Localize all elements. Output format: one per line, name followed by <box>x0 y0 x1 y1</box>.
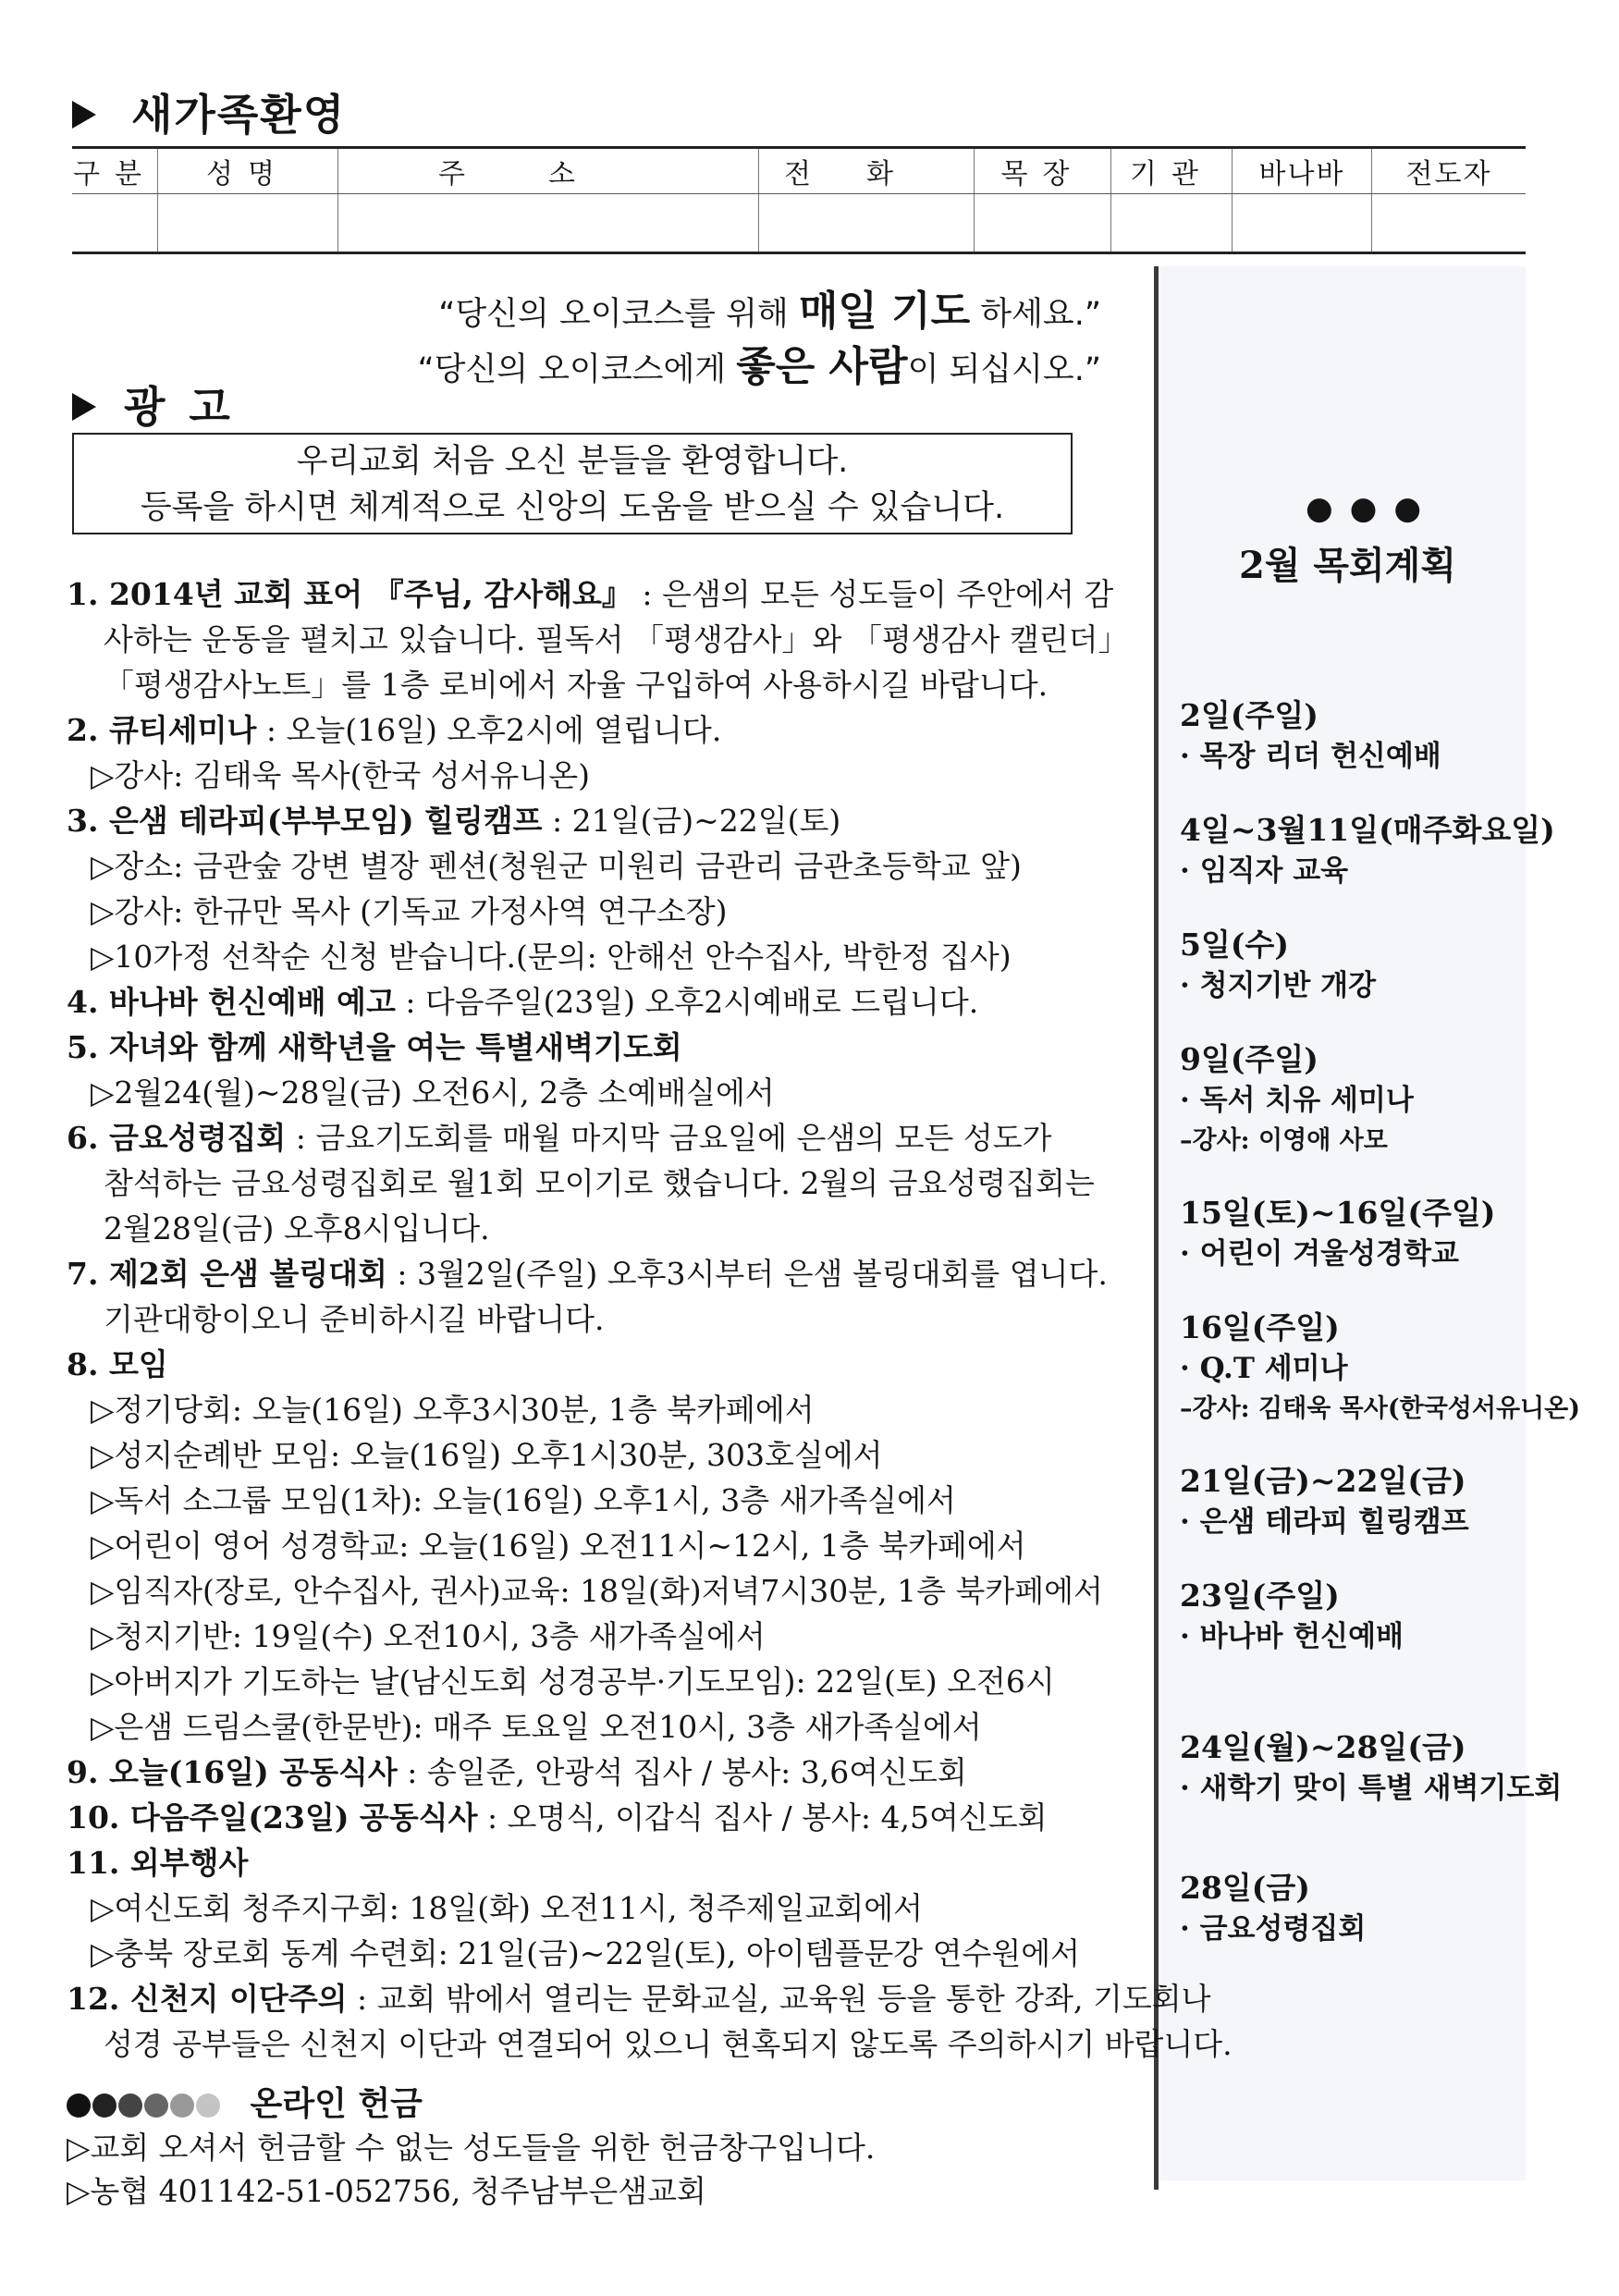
triangle-bullet-icon <box>72 393 96 421</box>
triangle-bullet-icon <box>72 101 96 129</box>
event-description: · 바나바 헌신예배 <box>1180 1620 1404 1653</box>
notice-text: ▷정기당회: 오늘(16일) 오후3시30분, 1층 북카페에서 <box>91 1392 815 1428</box>
notice-line <box>67 1432 1111 1478</box>
notice-text: ▷충북 장로회 동계 수련회: 21일(금)~22일(토), 아이템플문강 연수원에서 <box>91 1935 1081 1971</box>
notice-text: 「평생감사노트」를 1층 로비에서 자율 구입하여 사용하시길 바랍니다. <box>104 667 1049 703</box>
event-description: · 금요성령집회 <box>1180 1912 1367 1946</box>
notice-text: : 오명식, 이갑식 집사 / 봉사: 4,5여신도회 <box>477 1799 1048 1836</box>
online-giving-account: ▷농협 401142-51-052756, 청주남부은샘교회 <box>67 2173 706 2209</box>
notice-text: 사하는 운동을 펼치고 있습니다. 필독서 「평생감사」와 「평생감사 캘린더」 <box>104 621 1129 657</box>
sidebar-event <box>1180 1039 1414 1161</box>
table-cell[interactable] <box>157 194 337 253</box>
notice-line <box>67 571 1114 617</box>
notice-line <box>67 1115 1111 1160</box>
sidebar-title: 2월 목회계획 <box>1239 544 1456 587</box>
table-cell[interactable] <box>337 194 758 253</box>
notice-line <box>67 753 1111 798</box>
welcome-box <box>72 433 1073 534</box>
event-date: 9일(주일) <box>1180 1041 1319 1077</box>
notice-bold-text: 9. 오늘(16일) 공동식사 <box>67 1754 398 1790</box>
event-description: · Q.T 세미나 <box>1180 1352 1348 1385</box>
welcome-line-2: 등록을 하시면 체계적으로 신앙의 도움을 받으실 수 있습니다. <box>140 489 1005 526</box>
event-date: 23일(주일) <box>1180 1578 1340 1614</box>
notice-line <box>67 1750 1111 1795</box>
notice-line <box>67 1614 1111 1659</box>
sidebar-event <box>1180 1868 1366 1949</box>
sidebar-event <box>1180 1727 1562 1809</box>
notice-bold-text: 6. 금요성령집회 <box>67 1120 287 1156</box>
notice-line <box>67 707 1111 753</box>
notice-line <box>67 1568 1111 1614</box>
event-description: · 임직자 교육 <box>1180 854 1349 888</box>
event-description: · 독서 치유 세미나 <box>1180 1084 1414 1117</box>
event-date: 15일(토)~16일(주일) <box>1180 1195 1496 1231</box>
notice-text: ▷임직자(장로, 안수집사, 권사)교육: 18일(화)저녁7시30분, 1층 북카페에서 <box>91 1573 1103 1609</box>
notice-line <box>67 1206 1111 1251</box>
table-cell[interactable] <box>1232 194 1371 253</box>
notice-bold-text: 7. 제2회 은샘 볼링대회 <box>67 1256 387 1292</box>
notice-line <box>67 1795 1111 1840</box>
notice-bold-text: 3. 은샘 테라피(부부모임) 힐링캠프 <box>67 803 543 839</box>
notice-line <box>67 1704 1111 1750</box>
col-phone: 전화 <box>758 148 974 194</box>
notice-text: 성경 공부들은 신천지 이단과 연결되어 있으니 현혹되지 않도록 주의하시기 바랍니다. <box>104 2026 1233 2062</box>
event-note: –강사: 김태욱 목사(한국성서유니온) <box>1180 1394 1580 1423</box>
notice-line <box>67 934 1111 979</box>
notice-line <box>67 843 1111 889</box>
notice-line <box>67 1478 1111 1523</box>
notice-bold-text: 2. 큐티세미나 <box>67 712 257 748</box>
notice-list <box>67 571 1233 2067</box>
notice-text: : 21일(금)~22일(토) <box>542 803 841 839</box>
notice-line <box>67 1160 1111 1206</box>
notice-line <box>67 662 1111 707</box>
col-address: 주소 <box>337 148 758 194</box>
notice-bold-text: 12. 신천지 이단주의 <box>67 1981 348 2017</box>
notice-text: : 송일준, 안광석 집사 / 봉사: 3,6여신도회 <box>397 1754 967 1790</box>
col-organization: 기관 <box>1110 148 1232 194</box>
sidebar-event <box>1180 1308 1580 1430</box>
event-description: · 목장 리더 헌신예배 <box>1180 740 1441 773</box>
table-cell[interactable] <box>1371 194 1526 253</box>
notice-text: 참석하는 금요성령집회로 월1회 모이기로 했습니다. 2월의 금요성령집회는 <box>104 1165 1095 1201</box>
new-family-title: 새가족환영 <box>72 81 346 142</box>
notice-text: : 은샘의 모든 성도들이 주안에서 감 <box>632 576 1114 612</box>
event-note: –강사: 이영애 사모 <box>1180 1126 1388 1155</box>
new-family-table <box>72 146 1526 254</box>
notice-text: ▷여신도회 청주지구회: 18일(화) 오전11시, 청주제일교회에서 <box>91 1890 923 1926</box>
table-cell[interactable] <box>72 194 157 253</box>
notice-line <box>67 1251 1111 1296</box>
col-barnabas: 바나바 <box>1232 148 1371 194</box>
sidebar-event <box>1180 695 1441 777</box>
event-description: · 새학기 맞이 특별 새벽기도회 <box>1180 1772 1563 1805</box>
sidebar-event <box>1180 925 1376 1006</box>
table-cell[interactable] <box>974 194 1110 253</box>
table-cell[interactable] <box>758 194 974 253</box>
sidebar-event <box>1180 1461 1469 1542</box>
notice-bold-text: 5. 자녀와 함께 새학년을 여는 특별새벽기도회 <box>67 1029 682 1065</box>
event-description: · 은샘 테라피 힐링캠프 <box>1180 1505 1469 1539</box>
notice-text: : 3월2일(주일) 오후3시부터 은샘 볼링대회를 엽니다. <box>386 1256 1108 1292</box>
quote-line-2: “당신의 오이코스에게 좋은 사람이 되십시오.” <box>417 343 1101 390</box>
notice-bold-text: 4. 바나바 헌신예배 예고 <box>67 984 396 1020</box>
event-date: 5일(수) <box>1180 927 1289 963</box>
notice-line <box>67 1659 1111 1704</box>
col-name: 성명 <box>157 148 337 194</box>
sidebar-event <box>1180 1576 1404 1657</box>
welcome-line-1: 우리교회 처음 오신 분들을 환영합니다. <box>296 443 849 480</box>
table-cell[interactable] <box>1110 194 1232 253</box>
notice-text: ▷어린이 영어 성경학교: 오늘(16일) 오전11시~12시, 1층 북카페에서 <box>91 1528 1026 1564</box>
online-giving-title: 온라인 헌금 <box>250 2085 423 2123</box>
notice-line <box>67 2021 1233 2067</box>
sidebar-event <box>1180 1193 1495 1274</box>
event-date: 4일~3월11일(매주화요일) <box>1180 812 1555 848</box>
notice-text: ▷강사: 한규만 목사 (기독교 가정사역 연구소장) <box>91 893 728 929</box>
notice-bold-text: 1. 2014년 교회 표어 『주님, 감사해요』 <box>67 576 632 612</box>
event-description: · 어린이 겨울성경학교 <box>1180 1237 1459 1271</box>
event-date: 16일(주일) <box>1180 1309 1340 1345</box>
notice-text: ▷장소: 금관숲 강변 별장 펜션(청원군 미원리 금관리 금관초등학교 앞) <box>91 848 1022 884</box>
event-date: 24일(월)~28일(금) <box>1180 1729 1466 1765</box>
event-description: · 청지기반 개강 <box>1180 969 1377 1002</box>
notice-text: ▷은샘 드림스쿨(한문반): 매주 토요일 오전10시, 3층 새가족실에서 <box>91 1709 982 1745</box>
notice-text: 기관대항이오니 준비하시길 바랍니다. <box>104 1301 605 1337</box>
sidebar-dots: ●●● <box>1306 490 1439 527</box>
notice-bold-text: 11. 외부행사 <box>67 1845 249 1881</box>
notice-text: : 오늘(16일) 오후2시에 열립니다. <box>256 712 722 748</box>
notice-text: ▷강사: 김태욱 목사(한국 성서유니온) <box>91 757 591 793</box>
notice-line <box>67 617 1129 662</box>
notice-line <box>67 1976 1211 2021</box>
notice-bold-text: 8. 모임 <box>67 1346 168 1382</box>
notice-text: ▷청지기반: 19일(수) 오전10시, 3층 새가족실에서 <box>91 1618 766 1654</box>
notice-text: ▷아버지가 기도하는 날(남신도회 성경공부·기도모임): 22일(토) 오전6시 <box>91 1664 1055 1700</box>
notice-line <box>67 1885 1111 1931</box>
notice-line <box>67 798 1111 843</box>
notice-text: ▷성지순례반 모임: 오늘(16일) 오후1시30분, 303호실에서 <box>91 1437 883 1473</box>
notice-line <box>67 1025 1111 1070</box>
event-date: 21일(금)~22일(금) <box>1180 1463 1466 1499</box>
online-giving <box>67 2082 875 2213</box>
col-category: 구분 <box>72 148 157 194</box>
notice-line <box>67 1342 1111 1387</box>
notice-text: ▷10가정 선착순 신청 받습니다.(문의: 안해선 안수집사, 박한정 집사) <box>91 939 1012 975</box>
notice-line <box>67 1840 1111 1885</box>
notice-line <box>67 1931 1111 1976</box>
online-giving-line-1: ▷교회 오셔서 헌금할 수 없는 성도들을 위한 헌금창구입니다. <box>67 2130 876 2166</box>
event-date: 2일(주일) <box>1180 697 1319 733</box>
notice-bold-text: 10. 다음주일(23일) 공동식사 <box>67 1799 478 1836</box>
notice-line <box>67 1070 1111 1115</box>
col-cell-group: 목장 <box>974 148 1110 194</box>
bullet-circles-icon <box>67 2085 234 2123</box>
notice-text: : 금요기도회를 매월 마지막 금요일에 은샘의 모든 성도가 <box>286 1120 1052 1156</box>
table-header-row <box>72 148 1526 194</box>
ads-title: 광고 <box>72 374 254 435</box>
notice-line <box>67 1523 1111 1568</box>
notice-line <box>67 1387 1111 1432</box>
online-giving-heading <box>67 2082 875 2126</box>
notice-text: 2월28일(금) 오후8시입니다. <box>104 1210 490 1246</box>
notice-line <box>67 889 1111 934</box>
notice-text: : 교회 밖에서 열리는 문화교실, 교육원 등을 통한 강좌, 기도회나 <box>347 1981 1211 2017</box>
notice-line <box>67 1296 1111 1342</box>
notice-text: ▷독서 소그룹 모임(1차): 오늘(16일) 오후1시, 3층 새가족실에서 <box>91 1482 956 1518</box>
quote-line-1: “당신의 오이코스를 위해 매일 기도 하세요.” <box>438 288 1101 335</box>
notice-line <box>67 979 1111 1025</box>
sidebar-event <box>1180 810 1555 891</box>
table-row <box>72 194 1526 253</box>
notice-text: ▷2월24(월)~28일(금) 오전6시, 2층 소예배실에서 <box>91 1074 775 1111</box>
col-evangelist: 전도자 <box>1371 148 1526 194</box>
notice-text: : 다음주일(23일) 오후2시예배로 드립니다. <box>395 984 979 1020</box>
event-date: 28일(금) <box>1180 1870 1310 1906</box>
